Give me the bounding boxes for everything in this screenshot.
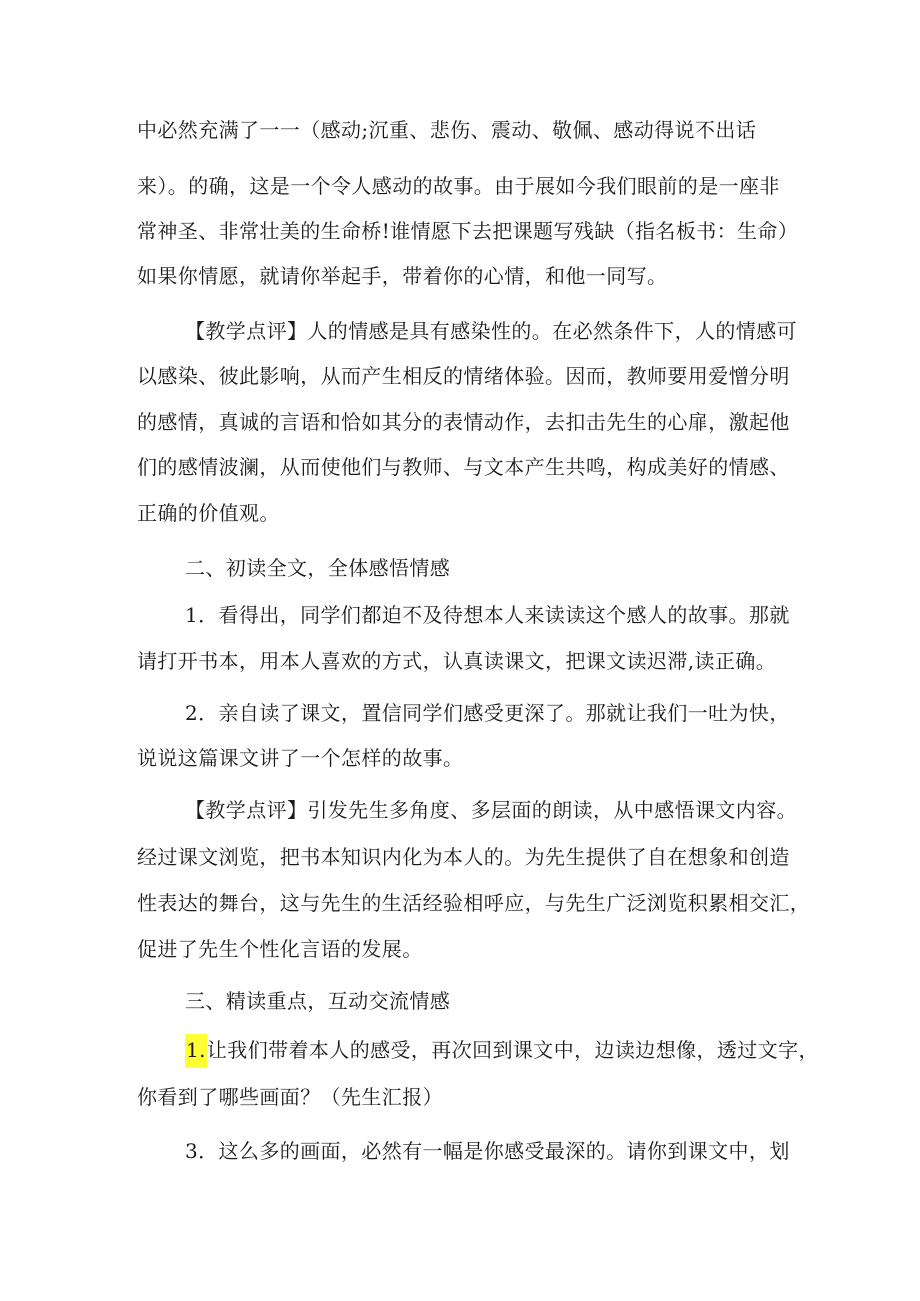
text-line: 们的感情波澜，从而使他们与教师、与文本产生共鸣，构成美好的情感、 <box>137 455 790 479</box>
text-line: 【教学点评】人的情感是具有感染性的。在必然条件下，人的情感可 <box>185 319 797 343</box>
text-line: 经过课文浏览，把书本知识内化为本人的。为先生提供了自在想象和创造 <box>137 845 790 869</box>
text-line: 2．亲自读了课文，置信同学们感受更深了。那就让我们一吐为快， <box>185 701 790 725</box>
text-segment: 让我们带着本人的感受，再次回到课文中，边读边想像，透过文字， <box>206 1038 819 1062</box>
highlight-mark: 1. <box>185 1034 207 1068</box>
section-heading: 三、精读重点，互动交流情感 <box>185 989 451 1013</box>
text-line: 你看到了哪些画面？（先生汇报） <box>137 1085 443 1109</box>
text-line: 的感情，真诚的言语和恰如其分的表情动作，去扣击先生的心扉，激起他 <box>137 410 790 434</box>
text-line <box>185 1036 819 1064</box>
text-line: 促进了先生个性化言语的发展。 <box>137 937 423 961</box>
text-line: 3．这么多的画面，必然有一幅是你感受最深的。请你到课文中，划 <box>185 1139 790 1163</box>
text-line: 如果你情愿，就请你举起手，带着你的心情，和他一同写。 <box>137 264 668 288</box>
text-line: 1．看得出，同学们都迫不及待想本人来读读这个感人的故事。那就 <box>185 603 790 627</box>
text-line: 性表达的舞台，这与先生的生活经验相呼应，与先生广泛浏览积累相交汇， <box>137 891 811 915</box>
text-line: 常神圣、非常壮美的生命桥!谁情愿下去把课题写残缺（指名板书：生命） <box>137 219 799 243</box>
section-heading: 二、初读全文，全体感悟情感 <box>185 556 451 580</box>
text-line: 以感染、彼此影响，从而产生相反的情绪体验。因而，教师要用爱憎分明 <box>137 364 790 388</box>
text-line: 说说这篇课文讲了一个怎样的故事。 <box>137 746 464 770</box>
text-line: 请打开书本，用本人喜欢的方式，认真读课文，把课文读迟滞,读正确。 <box>137 649 777 673</box>
text-line: 正确的价值观。 <box>137 501 280 525</box>
text-line: 来）。的确，这是一个令人感动的故事。由于展如今我们眼前的是一座非 <box>137 174 780 198</box>
text-line: 中必然充满了一一（感动;沉重、悲伤、震动、敬佩、感动得说不出话 <box>137 118 757 142</box>
text-line: 【教学点评】引发先生多角度、多层面的朗读，从中感悟课文内容。 <box>185 798 797 822</box>
